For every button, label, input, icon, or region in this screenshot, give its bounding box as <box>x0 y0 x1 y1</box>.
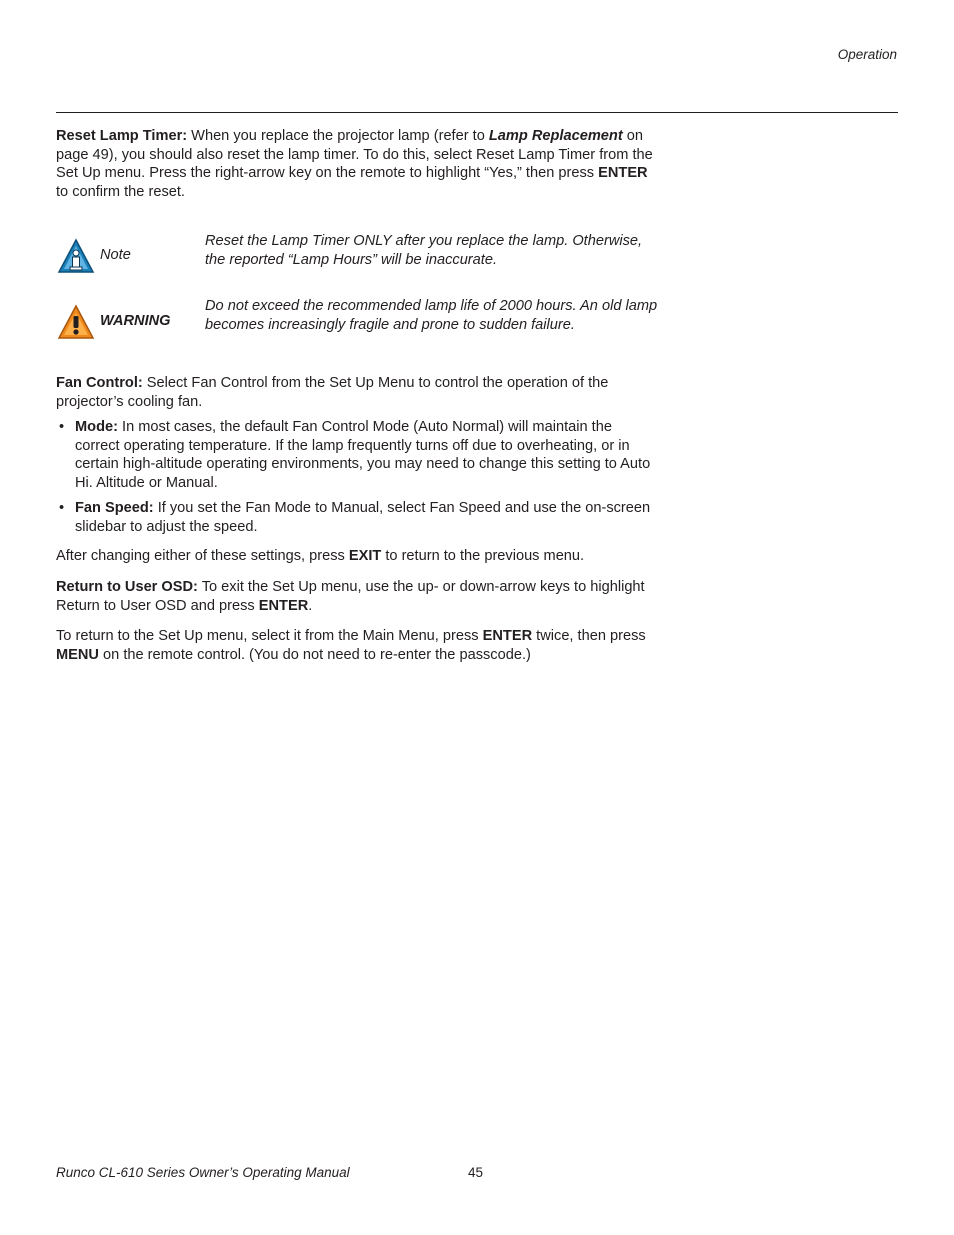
reset-lamp-text-3: to confirm the reset. <box>56 183 185 200</box>
enter-key: ENTER <box>482 628 533 644</box>
return-osd-text: To exit the Set Up menu, use the up- or down-arrow keys to highlight Return to User OSD and press <box>56 579 645 614</box>
after-change-paragraph <box>56 547 656 566</box>
bullet-dot: • <box>59 500 65 516</box>
note-icon <box>57 238 95 274</box>
header-rule <box>56 112 898 113</box>
reset-lamp-label: Reset Lamp Timer: <box>56 128 188 144</box>
note-text: Reset the Lamp Timer ONLY after you replace the lamp. Otherwise, the reported “Lamp Hours” will be inaccurate. <box>205 233 643 268</box>
footer-manual-title: Runco CL-610 Series Owner’s Operating Manual <box>56 1165 350 1180</box>
bullet-fan-speed <box>56 499 656 536</box>
note-label: Note <box>100 247 131 263</box>
mode-text: In most cases, the default Fan Control Mode (Auto Normal) will maintain the correct operating temperature. If the lamp frequently turns off due to overheating, or in certain high-altitude operating environments, you may need to change this setting to Auto Hi. Altitude or Manual. <box>75 419 651 491</box>
mode-label: Mode: <box>75 419 118 435</box>
return-setup-text-3: on the remote control. (You do not need to re-enter the passcode.) <box>98 646 531 663</box>
return-osd-text-2: . <box>308 597 313 614</box>
fan-speed-label: Fan Speed: <box>75 500 154 516</box>
menu-key: MENU <box>56 646 99 663</box>
lamp-replacement-ref: Lamp Replacement <box>488 128 623 144</box>
reset-lamp-text-2: on page 49), you should also reset the lamp timer. To do this, select Reset Lamp Timer from the Set Up menu. Press the right-arrow key on the remote to highlight “Yes,” then press <box>56 128 653 182</box>
reset-lamp-paragraph <box>56 127 656 201</box>
fan-control-label: Fan Control: <box>56 375 143 391</box>
warning-icon <box>57 304 95 340</box>
warning-text: Do not exceed the recommended lamp life of 2000 hours. An old lamp becomes increasingly fragile and prone to sudden failure. <box>205 298 658 333</box>
return-setup-text: To return to the Set Up menu, select it from the Main Menu, press <box>56 628 483 644</box>
return-setup-text-2: twice, then press <box>532 628 646 644</box>
after-change-text-2: to return to the previous menu. <box>381 548 585 564</box>
return-osd-paragraph <box>56 578 656 615</box>
exit-key: EXIT <box>348 548 382 564</box>
enter-key: ENTER <box>258 597 309 614</box>
return-osd-label: Return to User OSD: <box>56 579 198 595</box>
fan-control-paragraph <box>56 374 656 411</box>
after-change-text: After changing either of these settings, press <box>56 548 349 564</box>
running-header: Operation <box>837 47 897 62</box>
warning-label: WARNING <box>100 313 171 329</box>
fan-control-text: Select Fan Control from the Set Up Menu to control the operation of the projector’s cooling fan. <box>56 375 609 410</box>
fan-speed-text: If you set the Fan Mode to Manual, select Fan Speed and use the on-screen slidebar to adjust the speed. <box>75 500 651 535</box>
page-number: 45 <box>468 1165 484 1180</box>
return-setup-paragraph <box>56 627 656 664</box>
bullet-mode <box>56 418 656 492</box>
enter-key: ENTER <box>598 165 648 182</box>
reset-lamp-text: When you replace the projector lamp (refer to <box>187 128 489 144</box>
bullet-dot: • <box>59 419 65 435</box>
